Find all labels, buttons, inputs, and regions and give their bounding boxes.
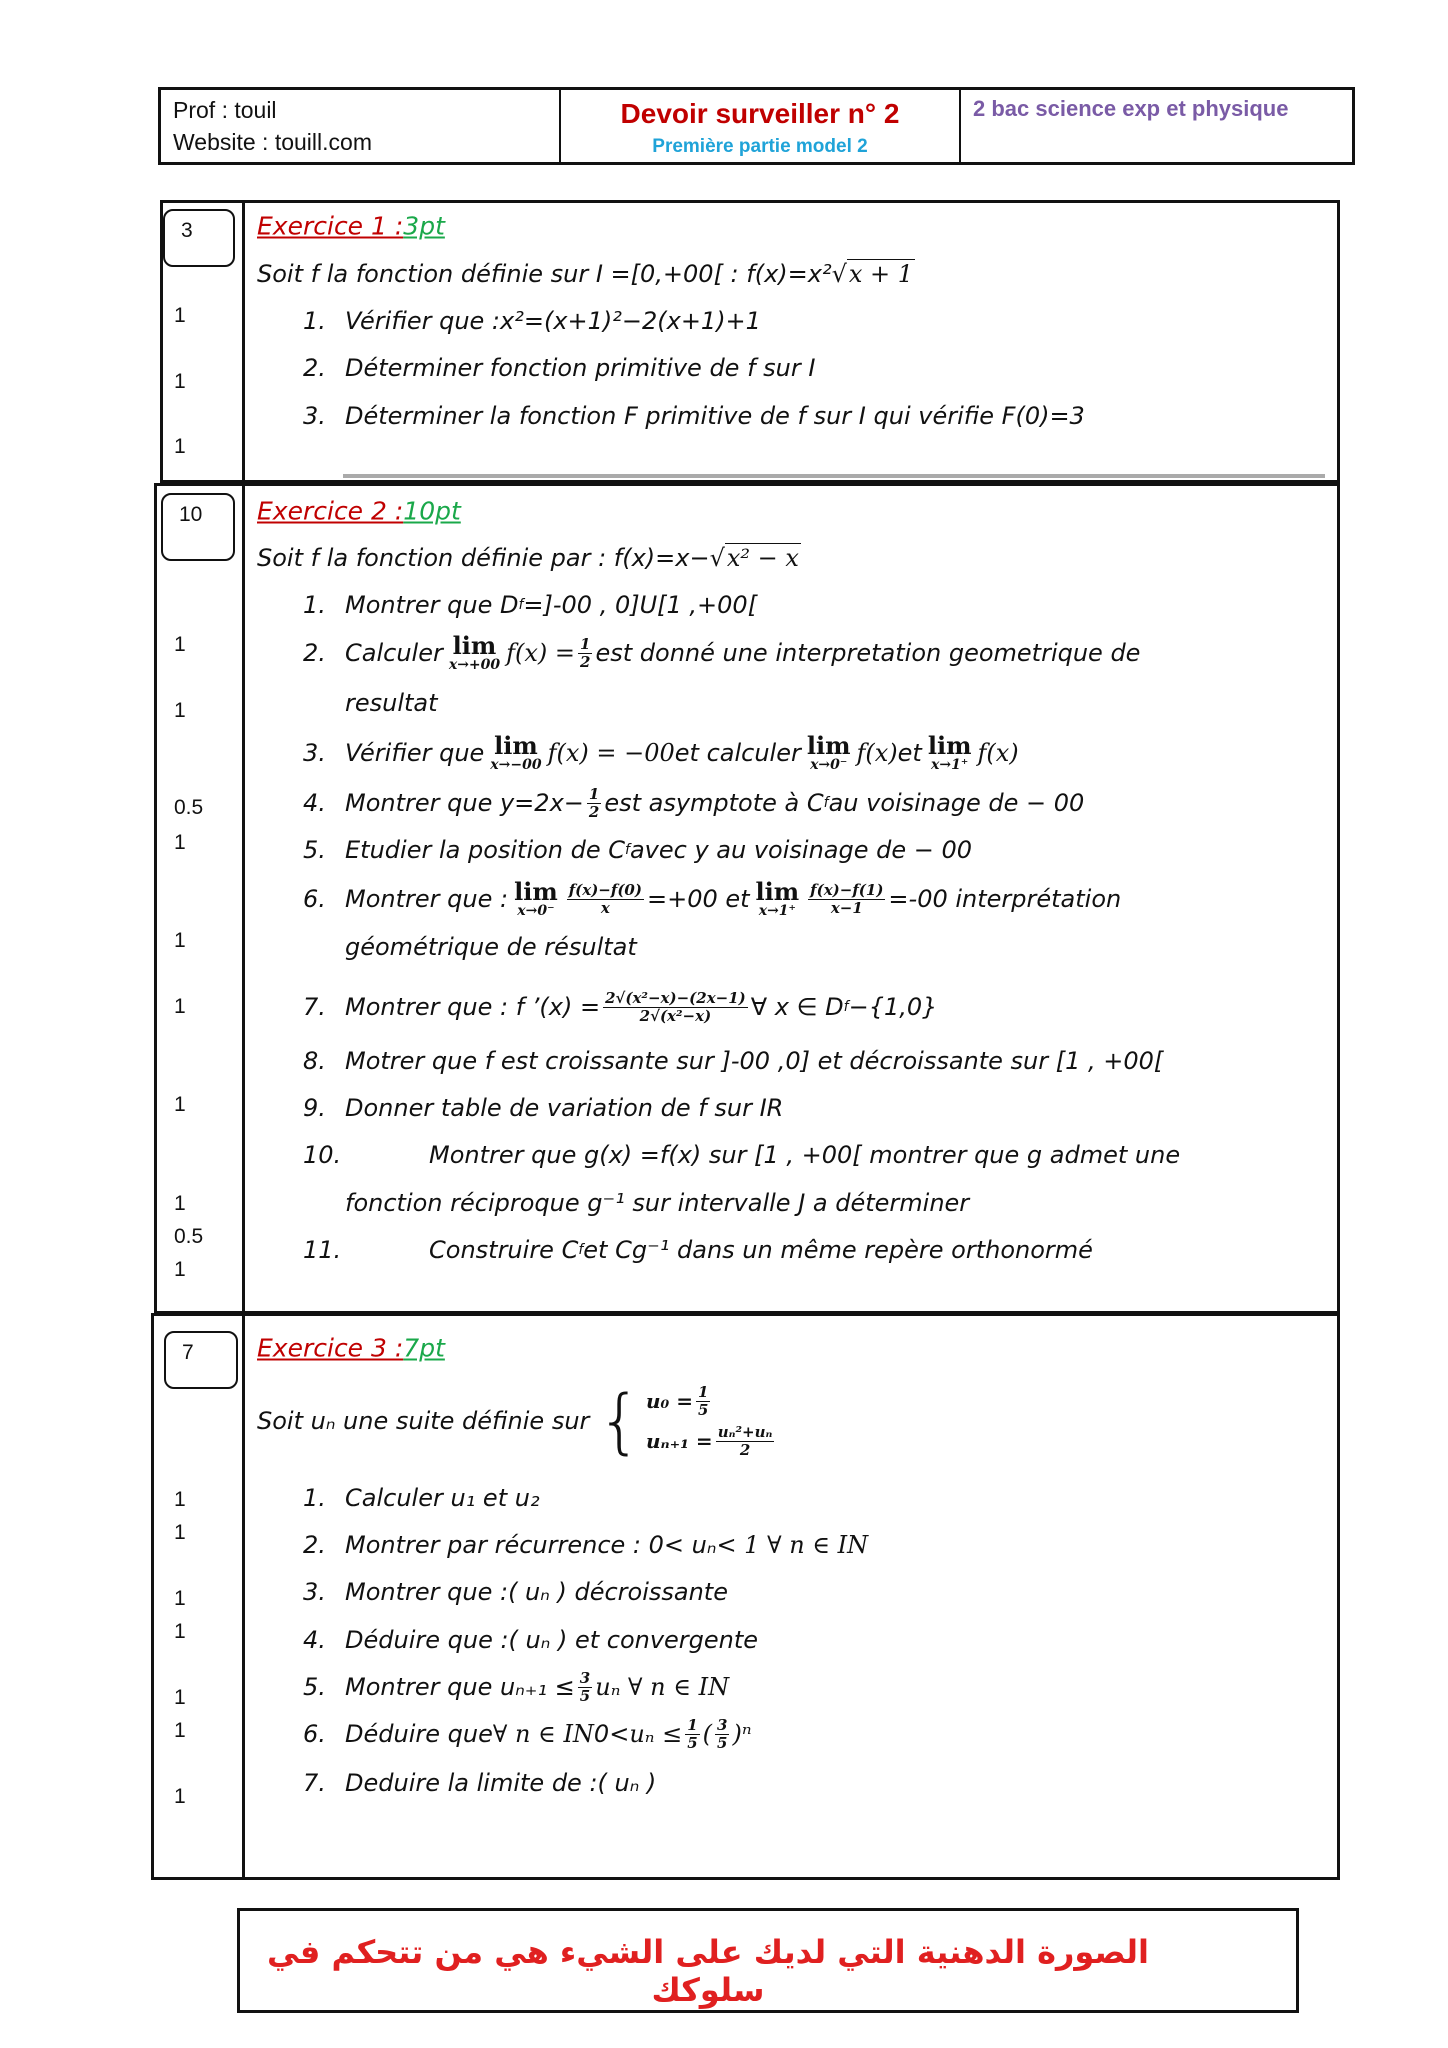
question-item: [303, 1769, 656, 1797]
numerator: uₙ²+uₙ: [717, 1423, 773, 1441]
question-item: [303, 307, 761, 335]
fraction: [567, 882, 644, 916]
denominator: 2: [580, 652, 591, 671]
question-score: 1: [174, 1093, 186, 1116]
exam-subtitle: Première partie model 2: [652, 136, 868, 157]
text-segment: Déduire que: [345, 1720, 493, 1748]
text-segment: Montrer que g(x) =f(x) sur [1 , +00[ montrer que g admet une: [429, 1141, 1181, 1169]
text-segment: Donner table de variation de f sur IR: [345, 1094, 784, 1122]
text-segment: 0<: [593, 1720, 630, 1748]
text-segment: ∀ x ∈ D: [750, 993, 844, 1021]
text-segment: Construire C: [429, 1236, 579, 1264]
limit-subscript: x→0⁻: [517, 903, 555, 919]
lim-label: lim: [927, 731, 972, 760]
text-segment: et Cg⁻¹ dans un même repère orthonormé: [583, 1236, 1093, 1264]
exercise-1-box: [160, 200, 1340, 483]
question-item: [303, 1717, 752, 1751]
brace-icon: {: [597, 1380, 642, 1462]
denominator: 2√(x²−x): [639, 1006, 712, 1025]
question-number: 6.: [303, 885, 326, 913]
square-root: √x + 1: [831, 260, 914, 288]
limit-subscript: x→0⁻: [810, 757, 848, 773]
text-segment: Montrer par récurrence : 0< uₙ: [345, 1531, 717, 1559]
question-number: 2.: [303, 1531, 326, 1559]
question-number: 1.: [303, 1484, 326, 1512]
header-title-cell: [561, 90, 961, 162]
question-item: [303, 1484, 540, 1512]
text-segment: Deduire la limite de :( uₙ ): [345, 1769, 657, 1797]
subscript: f: [625, 842, 630, 858]
text-segment: Montrer que uₙ₊₁ ≤: [345, 1673, 575, 1701]
text-segment: =+00 et: [646, 885, 750, 913]
numerator: 3: [579, 1669, 591, 1687]
system-lhs: u₀ =: [645, 1389, 693, 1413]
exercise-title: Exercice 2 :: [257, 496, 404, 526]
exercise-points: 3pt: [403, 211, 445, 241]
question-item: [345, 689, 438, 717]
text-segment: Motrer que f est croissante sur ]-00 ,0] et décroissante sur [1 , +00[: [345, 1047, 1164, 1075]
text-segment: Montrer que D: [345, 591, 519, 619]
system-rows: [646, 1384, 777, 1458]
exercise-1-total: 3: [163, 209, 235, 267]
denominator: 5: [579, 1686, 591, 1705]
question-item: [303, 354, 815, 382]
question-item: [303, 877, 1122, 919]
lim-label: lim: [806, 731, 851, 760]
denominator: 5: [717, 1733, 728, 1752]
question-score: 1: [174, 1620, 186, 1643]
lim-label: lim: [452, 631, 497, 660]
question-item: [303, 591, 757, 619]
question-number: 3.: [303, 739, 326, 767]
ex1-intro: [257, 260, 915, 288]
fraction: [587, 786, 601, 820]
question-item: [303, 1094, 783, 1122]
header-author-cell: [161, 90, 561, 162]
question-score: 1: [174, 633, 186, 656]
exam-title: Devoir surveiller n° 2: [620, 98, 900, 129]
numerator: f(x)−f(0): [568, 881, 642, 899]
ex1-title: [257, 212, 445, 241]
question-score: 1: [174, 1521, 186, 1544]
text-segment: resultat: [345, 689, 438, 717]
ex2-title: [257, 497, 461, 526]
numerator: 1: [580, 635, 591, 653]
question-item: [303, 1626, 758, 1654]
question-number: 9.: [303, 1094, 326, 1122]
numerator: 1: [697, 1383, 709, 1401]
text-segment: Calculer: [345, 639, 443, 667]
system-lhs: uₙ₊₁ =: [645, 1429, 713, 1453]
text-segment: Déterminer la fonction F primitive de f sur I qui vérifie F(0)=3: [345, 402, 1085, 430]
question-score: 1: [174, 1686, 186, 1709]
question-item: [303, 1141, 1180, 1169]
ex2-intro: [257, 544, 801, 572]
question-number: 2.: [303, 354, 326, 382]
question-number: 4.: [303, 789, 326, 817]
lim-label: lim: [755, 877, 800, 906]
recurrence-system: [597, 1380, 777, 1462]
text-segment: Montrer que :: [345, 885, 509, 913]
numerator: 2√(x²−x)−(2x−1): [605, 989, 746, 1007]
question-score: 1: [174, 1192, 186, 1215]
question-number: 7.: [303, 993, 326, 1021]
ex3-intro: [257, 1380, 777, 1462]
question-score: 1: [174, 370, 186, 393]
question-item: [303, 990, 937, 1024]
numerator: 3: [717, 1716, 728, 1734]
text-segment: Déduire que :( uₙ ) et convergente: [345, 1626, 759, 1654]
math-segment: ∀ n ∈ IN: [492, 1720, 594, 1748]
text-segment: géométrique de résultat: [345, 933, 637, 961]
question-score: 1: [174, 1258, 186, 1281]
question-item: [303, 731, 1019, 773]
limit: [755, 877, 800, 919]
denominator: 5: [687, 1733, 698, 1752]
question-number: 6.: [303, 1720, 326, 1748]
question-number: 3.: [303, 1578, 326, 1606]
question-score: 0.5: [174, 796, 204, 819]
math-segment: uₙ ≤: [629, 1720, 683, 1748]
question-score: 1: [174, 435, 186, 458]
divider-shadow: [343, 474, 1325, 478]
math-segment: f(x) =: [506, 639, 576, 667]
level-label: 2 bac science exp et physique: [973, 96, 1289, 121]
denominator: 5: [697, 1400, 709, 1419]
fraction: [808, 882, 885, 916]
limit: [927, 731, 972, 773]
denominator: x: [600, 898, 610, 917]
question-item: [303, 786, 1084, 820]
denominator: 2: [739, 1440, 751, 1459]
numerator: 1: [588, 785, 600, 803]
fraction: [578, 636, 592, 670]
text-segment: et calculer: [674, 739, 801, 767]
math-segment: < 1 ∀ n ∈ IN: [716, 1531, 869, 1559]
text-segment: Montrer que : f ’(x) =: [345, 993, 601, 1021]
limit: [448, 631, 501, 673]
math-segment: )ⁿ: [732, 1720, 752, 1748]
radicand: x + 1: [848, 260, 914, 288]
header-table: [158, 87, 1355, 165]
question-item: [303, 402, 1085, 430]
exercise-title: Exercice 3 :: [257, 1333, 404, 1363]
text-segment: est donné une interpretation geometrique de: [595, 639, 1141, 667]
exercise-3-total: 7: [164, 1331, 238, 1389]
radicand: x² − x: [726, 544, 799, 572]
fraction: [716, 1424, 775, 1458]
limit-subscript: x→−00: [490, 757, 542, 773]
square-root: √x² − x: [709, 544, 799, 572]
text-segment: Soit f la fonction définie par : f(x)=x−: [257, 544, 710, 572]
text-segment: Calculer u₁ et u₂: [345, 1484, 540, 1512]
question-score: 1: [174, 1719, 186, 1742]
text-segment: −{1,0}: [848, 993, 938, 1021]
fraction: [578, 1670, 592, 1704]
question-number: 11.: [303, 1236, 342, 1264]
denominator: 2: [588, 802, 600, 821]
prof-label: Prof : touil: [173, 97, 277, 123]
exercise-2-total: 10: [161, 493, 235, 561]
subscript: f: [823, 795, 829, 811]
question-item: [345, 1189, 969, 1217]
question-score: 1: [174, 1785, 186, 1808]
math-segment: f(x): [856, 739, 898, 767]
exercise-points: 10pt: [403, 496, 461, 526]
text-segment: =]-00 , 0]U[1 ,+00[: [523, 591, 758, 619]
question-item: [345, 933, 637, 961]
exercise-points: 7pt: [403, 1333, 445, 1363]
system-row: [646, 1424, 777, 1458]
exercise-title: Exercice 1 :: [257, 211, 404, 241]
question-number: 1.: [303, 591, 326, 619]
question-score: 1: [174, 304, 186, 327]
text-segment: Etudier la position de C: [345, 836, 626, 864]
math-segment: (: [702, 1720, 713, 1748]
system-row: [646, 1384, 777, 1418]
question-score: 1: [174, 699, 186, 722]
lim-label: lim: [494, 731, 538, 760]
question-number: 1.: [303, 307, 326, 335]
limit-subscript: x→1⁺: [931, 757, 969, 773]
text-segment: Montrer que :( uₙ ) décroissante: [345, 1578, 728, 1606]
fraction: [715, 1717, 729, 1751]
question-item: [303, 836, 972, 864]
text-segment: =-00 interprétation: [888, 885, 1122, 913]
denominator: x−1: [830, 898, 863, 917]
fraction: [696, 1384, 710, 1418]
subscript: f: [578, 1242, 584, 1258]
website-label: Website : touill.com: [173, 129, 372, 155]
question-item: [303, 1670, 729, 1704]
question-number: 5.: [303, 836, 326, 864]
question-number: 5.: [303, 1673, 326, 1701]
limit: [514, 877, 558, 919]
question-number: 10.: [303, 1141, 342, 1169]
question-score: 1: [174, 831, 186, 854]
question-score: 1: [174, 929, 186, 952]
text-segment: Déterminer fonction primitive de f sur I: [345, 354, 816, 382]
math-segment: f(x): [977, 739, 1019, 767]
intro-text: Soit uₙ une suite définie sur: [257, 1407, 590, 1435]
math-segment: uₙ ∀ n ∈ IN: [595, 1673, 730, 1701]
fraction: [603, 990, 748, 1024]
ex3-title: [257, 1334, 445, 1363]
limit-subscript: x→+00: [448, 657, 501, 673]
numerator: 1: [687, 1716, 698, 1734]
text-segment: est asymptote à C: [604, 789, 824, 817]
question-item: [303, 631, 1141, 673]
numerator: f(x)−f(1): [810, 881, 884, 899]
question-score: 1: [174, 995, 186, 1018]
arabic-quote: الصورة الدهنية التي لديك على الشيء هي من تتحكم في سلوكك: [267, 1933, 1149, 2009]
question-number: 2.: [303, 639, 326, 667]
question-number: 4.: [303, 1626, 326, 1654]
fraction: [685, 1717, 699, 1751]
question-item: [303, 1531, 868, 1559]
limit-subscript: x→1⁺: [758, 903, 796, 919]
text-segment: et: [897, 739, 922, 767]
text-segment: Vérifier que :x²=(x+1)²−2(x+1)+1: [345, 307, 761, 335]
limit: [490, 731, 542, 773]
subscript: f: [843, 999, 849, 1015]
question-item: [303, 1047, 1163, 1075]
lim-label: lim: [514, 877, 558, 906]
question-score: 1: [174, 1587, 186, 1610]
text-segment: avec y au voisinage de − 00: [629, 836, 973, 864]
limit: [806, 731, 851, 773]
quote-box: [237, 1908, 1299, 2013]
question-item: [303, 1236, 1093, 1264]
text-segment: Soit f la fonction définie sur I =[0,+00[ : f(x)=x²: [257, 260, 832, 288]
question-number: 7.: [303, 1769, 326, 1797]
question-item: [303, 1578, 728, 1606]
text-segment: Vérifier que: [345, 739, 485, 767]
score-column-divider: [242, 200, 245, 1880]
question-number: 3.: [303, 402, 326, 430]
question-number: 8.: [303, 1047, 326, 1075]
question-score: 1: [174, 1488, 186, 1511]
subscript: f: [518, 597, 524, 613]
text-segment: Montrer que y=2x−: [345, 789, 584, 817]
math-segment: f(x) = −00: [547, 739, 675, 767]
question-score: 0.5: [174, 1225, 204, 1248]
text-segment: au voisinage de − 00: [828, 789, 1085, 817]
text-segment: fonction réciproque g⁻¹ sur intervalle J a déterminer: [345, 1189, 970, 1217]
